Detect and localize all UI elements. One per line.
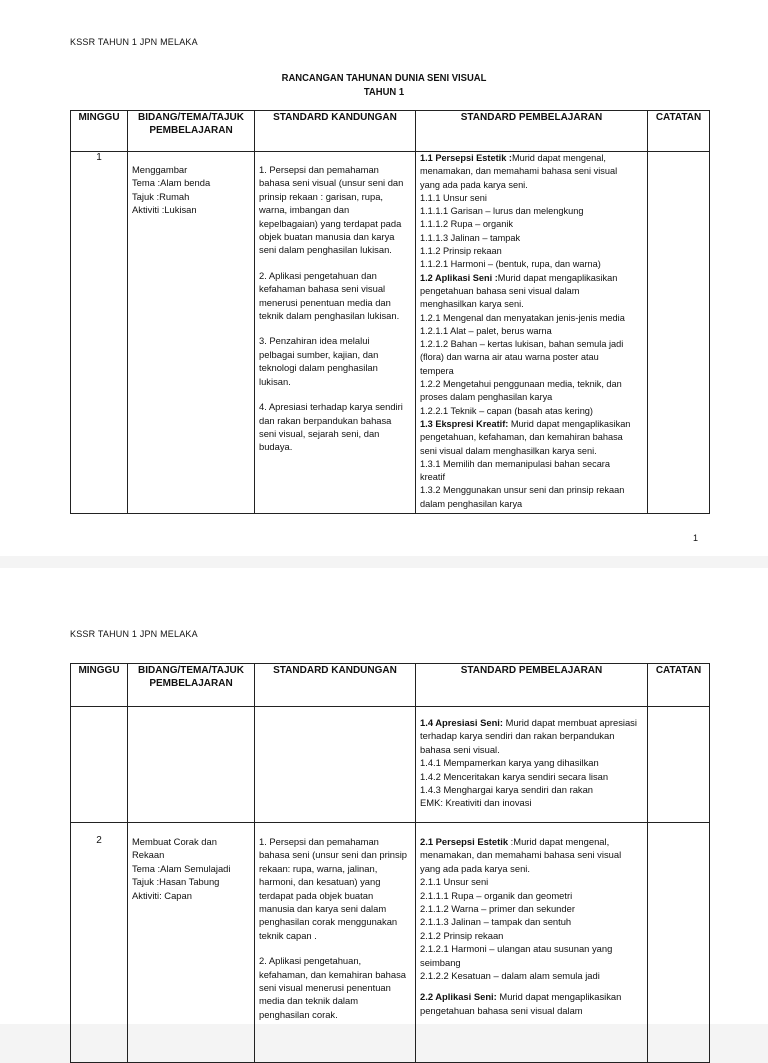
plan-table-page-1 — [70, 110, 710, 514]
standard-line: proses dalam penghasilan karya — [420, 392, 553, 403]
bidang-text — [128, 152, 254, 219]
pembelajaran-text — [416, 152, 647, 513]
table-row-week-1-continued — [71, 707, 710, 823]
kandungan-line: terdapat pada objek buatan — [259, 889, 374, 901]
week-number-empty — [71, 707, 128, 823]
kandungan-text — [255, 152, 415, 456]
kandungan-line: teknik capan . — [259, 929, 317, 941]
kandungan-line: bahasa seni visual (unsur seni dan — [259, 177, 404, 189]
standard-heading-line: 1.4 Apresiasi Seni: Murid dapat membuat apresiasi — [420, 717, 637, 728]
title-line-2: TAHUN 1 — [363, 86, 405, 98]
table-row-week-1 — [71, 152, 710, 514]
bidang-line: Membuat Corak dan — [132, 836, 217, 847]
bidang-cell — [128, 823, 255, 1063]
kandungan-line: menerusi penentuan media dan — [259, 296, 391, 308]
standard-line: 1.4.3 Menghargai karya sendiri dan rakan — [420, 784, 594, 796]
bidang-line: Tema :Alam benda — [132, 177, 211, 189]
col-catatan: CATATAN — [648, 664, 710, 707]
col-pembelajaran: STANDARD PEMBELAJARAN — [416, 111, 648, 152]
bidang-line: Menggambar — [132, 164, 188, 175]
kandungan-line: seni visual, sejarah seni, dan — [259, 427, 380, 439]
kandungan-cell — [255, 152, 416, 514]
kandungan-line: prinsip rekaan : garisan, rupa, — [259, 190, 384, 202]
standard-line: pengetahuan bahasa seni visual dalam — [420, 285, 580, 296]
col-pembelajaran: STANDARD PEMBELAJARAN — [416, 664, 648, 707]
standard-line: 2.1.2.1 Harmoni – ulangan atau susunan yang — [420, 943, 613, 955]
standard-heading-line: 1.3 Ekspresi Kreatif: Murid dapat mengaplikasikan — [420, 418, 631, 429]
standard-line: 2.1.2.2 Kesatuan – dalam alam semula jadi — [420, 970, 600, 982]
paragraph-gap — [259, 388, 411, 400]
standard-line: 1.1.2 Prinsip rekaan — [420, 246, 502, 257]
standard-line: 1.2.2.1 Teknik – capan (basah atas kering) — [420, 405, 593, 416]
standard-line: 1.1.1.2 Rupa – organik — [420, 219, 513, 230]
standard-line: pengetahuan bahasa seni visual dalam — [420, 1004, 583, 1016]
kandungan-line: kefahaman bahasa seni visual — [259, 283, 386, 295]
pembelajaran-cell — [416, 707, 648, 823]
standard-heading: 1.3 Ekspresi Kreatif: — [420, 418, 509, 429]
standard-line: 1.4.1 Mempamerkan karya yang dihasilkan — [420, 757, 599, 769]
kandungan-line: pelbagai sumber, kajian, dan — [259, 348, 379, 360]
kandungan-line: penghasilan corak menggunakan — [259, 916, 398, 928]
standard-line: bahasa seni visual. — [420, 743, 500, 755]
standard-line: pengetahuan, kefahaman, dan kemahiran bahasa — [420, 432, 623, 443]
pembelajaran-text — [416, 823, 647, 1019]
kandungan-line: 2. Aplikasi pengetahuan dan — [259, 269, 377, 281]
bidang-cell-empty — [128, 707, 255, 823]
kandungan-line: kepelbagaian) yang terdapat pada — [259, 217, 402, 229]
bidang-line: Tajuk :Hasan Tabung — [132, 876, 220, 888]
standard-line: 1.1.1.1 Garisan – lurus dan melengkung — [420, 206, 584, 217]
standard-line: 2.1.1.3 Jalinan – tampak dan sentuh — [420, 916, 572, 928]
kandungan-line: teknik dalam penghasilan lukisan. — [259, 310, 400, 322]
kandungan-line: 1. Persepsi dan pemahaman — [259, 164, 379, 175]
week-number: 1 — [71, 152, 128, 514]
paragraph-gap — [420, 982, 643, 990]
table-header-row — [71, 664, 710, 707]
kandungan-line: seni dalam penghasilan lukisan. — [259, 244, 392, 256]
standard-line: 1.1.2.1 Harmoni – (bentuk, rupa, dan warna) — [420, 259, 601, 270]
kandungan-line: dan rakan berpandukan bahasa — [259, 414, 392, 426]
standard-line: yang ada pada karya seni. — [420, 179, 528, 190]
paragraph-gap — [259, 942, 411, 954]
col-bidang — [128, 111, 255, 152]
kandungan-text — [255, 823, 415, 1023]
kandungan-line: media dan teknik dalam — [259, 995, 359, 1007]
standard-line: 1.2.1 Mengenal dan menyatakan jenis-jenis media — [420, 312, 625, 323]
standard-line: 1.3.2 Menggunakan unsur seni dan prinsip rekaan — [420, 485, 625, 496]
title-line-1: RANCANGAN TAHUNAN DUNIA SENI VISUAL — [281, 72, 487, 84]
standard-heading: 2.2 Aplikasi Seni: — [420, 991, 497, 1003]
standard-line: EMK: Kreativiti dan inovasi — [420, 797, 532, 809]
kandungan-line: teknologi dalam penghasilan — [259, 362, 378, 374]
kandungan-line: manusia dan karya seni dalam — [259, 903, 387, 915]
kandungan-line: seni visual menerusi penentuan — [259, 982, 391, 994]
col-bidang-line-2: PEMBELAJARAN — [149, 678, 233, 689]
bidang-line: Tema :Alam Semulajadi — [132, 862, 231, 874]
col-minggu: MINGGU — [71, 111, 128, 152]
standard-heading-line: 2.1 Persepsi Estetik :Murid dapat mengenal, — [420, 836, 610, 847]
kandungan-line: lukisan. — [259, 375, 291, 387]
paragraph-gap — [259, 322, 411, 334]
paragraph-gap — [259, 257, 411, 269]
standard-heading: 1.4 Apresiasi Seni: — [420, 717, 504, 728]
kandungan-cell — [255, 823, 416, 1063]
standard-line: 1.3.1 Memilih dan memanipulasi bahan secara — [420, 458, 610, 469]
kandungan-line: harmoni, dan kesatuan) yang — [259, 876, 381, 888]
bidang-text — [128, 823, 254, 904]
kandungan-line: rekaan: rupa, warna, jalinan, — [259, 862, 378, 874]
running-header: KSSR TAHUN 1 JPN MELAKA — [70, 629, 198, 639]
standard-line: 2.1.1.1 Rupa – organik dan geometri — [420, 889, 573, 901]
col-minggu: MINGGU — [71, 664, 128, 707]
pembelajaran-text — [416, 707, 647, 812]
standard-line: 2.1.2 Prinsip rekaan — [420, 929, 504, 941]
standard-line: 1.4.2 Menceritakan karya sendiri secara lisan — [420, 770, 609, 782]
running-header: KSSR TAHUN 1 JPN MELAKA — [70, 37, 198, 47]
table-header-row — [71, 111, 710, 152]
week-number: 2 — [71, 823, 128, 1063]
col-bidang-line-1: BIDANG/TEMA/TAJUK — [138, 112, 244, 123]
col-kandungan: STANDARD KANDUNGAN — [255, 111, 416, 152]
standard-line: seimbang — [420, 956, 461, 968]
catatan-cell — [648, 707, 710, 823]
kandungan-line: budaya. — [259, 441, 293, 453]
kandungan-line: bahasa seni (unsur seni dan prinsip — [259, 849, 408, 861]
standard-heading-line: 1.2 Aplikasi Seni :Murid dapat mengaplikasikan — [420, 272, 618, 283]
col-bidang — [128, 664, 255, 707]
kandungan-line: 4. Apresiasi terhadap karya sendiri — [259, 401, 403, 413]
table-row-week-2 — [71, 823, 710, 1063]
kandungan-line: 1. Persepsi dan pemahaman — [259, 836, 379, 847]
kandungan-line: kefahaman, dan kemahiran bahasa — [259, 968, 406, 980]
standard-heading-line: 1.1 Persepsi Estetik :Murid dapat mengenal, — [420, 153, 606, 163]
col-kandungan: STANDARD KANDUNGAN — [255, 664, 416, 707]
standard-line: 1.2.2 Mengetahui penggunaan media, teknik, dan — [420, 379, 622, 390]
kandungan-cell-empty — [255, 707, 416, 823]
page-2 — [0, 568, 768, 1024]
bidang-line: Aktiviti :Lukisan — [132, 204, 197, 216]
standard-line: 2.1.1 Unsur seni — [420, 876, 489, 888]
standard-line: 1.2.1.2 Bahan – kertas lukisan, bahan semula jadi — [420, 339, 624, 350]
kandungan-line: 2. Aplikasi pengetahuan, — [259, 955, 362, 967]
catatan-cell — [648, 823, 710, 1063]
standard-heading: 1.1 Persepsi Estetik : — [420, 153, 512, 163]
standard-line: 2.1.1.2 Warna – primer dan sekunder — [420, 903, 575, 915]
standard-line: seni visual dalam menghasilkan karya seni. — [420, 445, 597, 456]
bidang-cell — [128, 152, 255, 514]
standard-line: dalam penghasilan karya — [420, 498, 523, 509]
standard-heading: 1.2 Aplikasi Seni : — [420, 272, 498, 283]
pembelajaran-cell — [416, 823, 648, 1063]
standard-line: tempera — [420, 365, 454, 376]
bidang-line: Tajuk :Rumah — [132, 190, 190, 202]
bidang-line: Aktiviti: Capan — [132, 889, 192, 901]
kandungan-line: penghasilan corak. — [259, 1008, 338, 1020]
plan-table-page-2 — [70, 663, 710, 1063]
kandungan-line: 3. Penzahiran idea melalui — [259, 335, 370, 347]
standard-line: terhadap karya sendiri dan rakan berpandukan — [420, 730, 615, 742]
standard-line: 1.1.1 Unsur seni — [420, 192, 487, 203]
kandungan-line: objek buatan manusia dan karya — [259, 231, 395, 243]
standard-line: (flora) dan warna air atau warna poster atau — [420, 352, 599, 363]
bidang-line: Rekaan — [132, 849, 165, 861]
standard-heading-line: 2.2 Aplikasi Seni: Murid dapat mengaplikasikan — [420, 991, 622, 1003]
catatan-cell — [648, 152, 710, 514]
standard-line: kreatif — [420, 472, 446, 483]
standard-line: menamakan, dan memahami bahasa seni visual — [420, 849, 622, 861]
standard-line: 1.1.1.3 Jalinan – tampak — [420, 232, 521, 243]
standard-heading: 2.1 Persepsi Estetik — [420, 836, 509, 847]
pembelajaran-cell — [416, 152, 648, 514]
col-catatan: CATATAN — [648, 111, 710, 152]
standard-line: 1.2.1.1 Alat – palet, berus warna — [420, 325, 552, 336]
col-bidang-line-1: BIDANG/TEMA/TAJUK — [138, 665, 244, 676]
standard-line: yang ada pada karya seni. — [420, 862, 530, 874]
page-number: 1 — [693, 533, 699, 543]
document-title — [38, 71, 729, 99]
kandungan-line: warna, imbangan dan — [259, 204, 350, 216]
col-bidang-line-2: PEMBELAJARAN — [149, 125, 233, 136]
standard-line: menghasilkan karya seni. — [420, 299, 524, 310]
standard-line: menamakan, dan memahami bahasa seni visual — [420, 166, 618, 177]
